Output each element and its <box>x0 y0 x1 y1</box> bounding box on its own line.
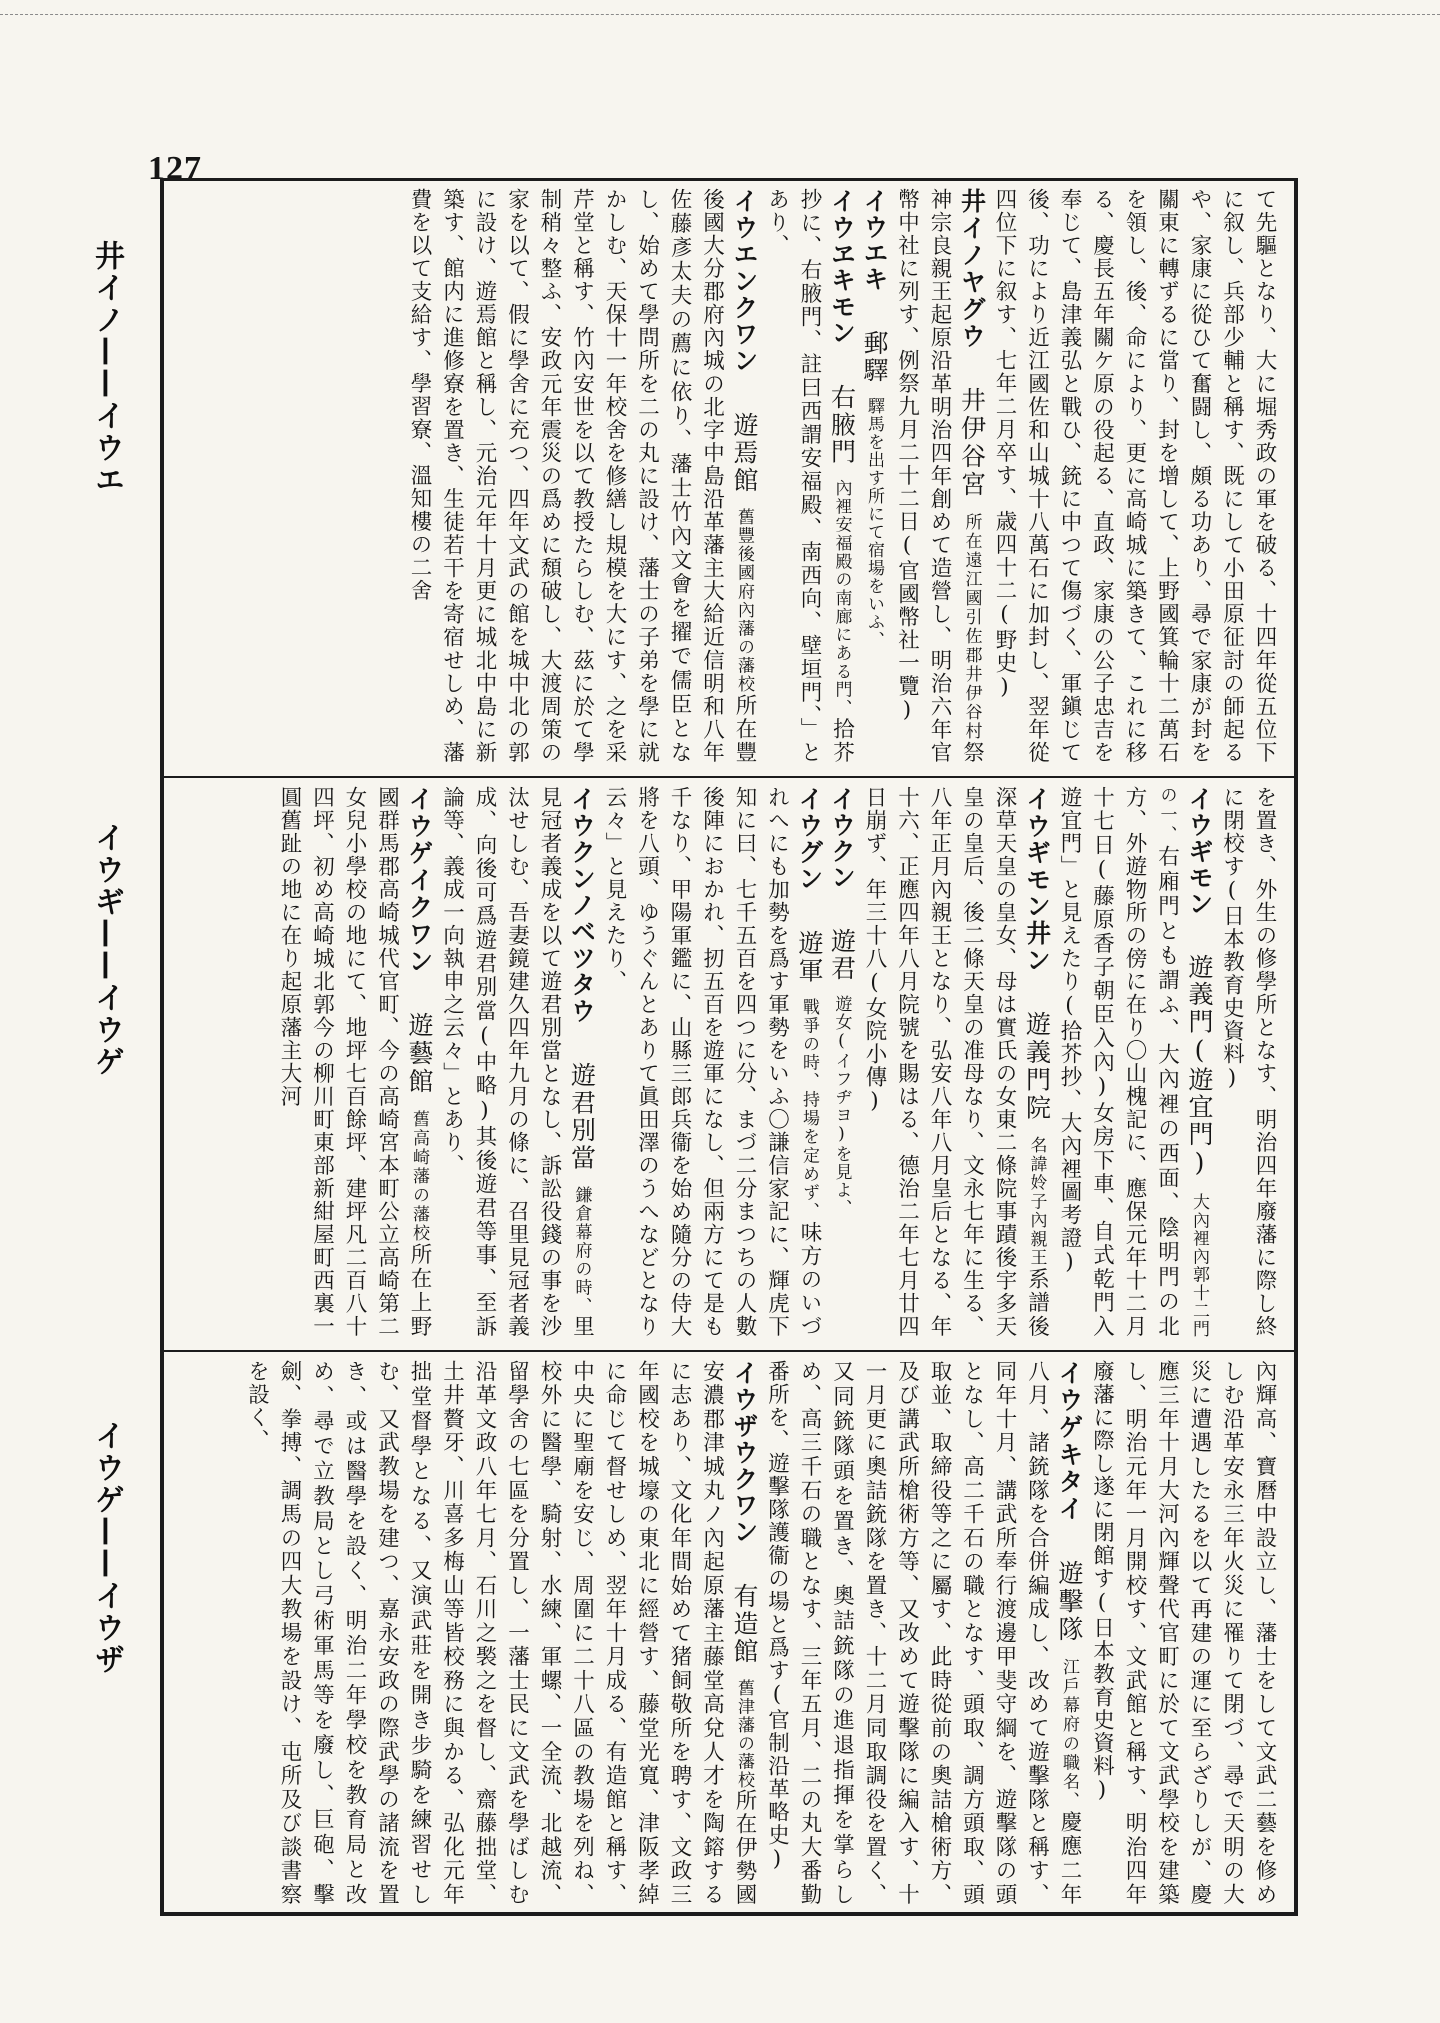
dictionary-entry <box>760 188 858 764</box>
dictionary-entry <box>598 786 826 1338</box>
entry-title: 遊義門院 <box>1022 1011 1052 1123</box>
entry-note: 戰爭の時、持場を定めず、 <box>799 998 819 1221</box>
entry-body: 所在伊勢國安濃郡津城丸ノ內起原藩主藤堂高兌人才を陶鎔するに志あり、文化年間始めて猪飼敬所を聘す、文政三年國校を城壕の東北に經營す、藤堂光寬、津阪孝綽に命じて督せしめ、翌年十月成る、有造館と稱す、中央に聖廟を安じ、周圍に二十八區の教場を列ね、校外に醫學、騎射、水練、軍螺、一全流、北越流、留學舍の七區を分置し、一藩士民に文武を學ばしむ沿革文政八年七月、石川之褧之を督し、齋藤拙堂、土井贅牙、川喜多梅山等皆校務に與かる、弘化元年拙堂督學となる、又演武莊を開き步騎を練習せしむ、又武教場を建つ、嘉永安政の際武學の諸流を置き、或は醫學を設く、明治二年學校を教育局と改め、尋で立教局とし弓術軍馬等を廢し、巨砲、擊劍、拳搏、調馬の四大教場を設け、屯所及び談書察を設く、 <box>244 1360 757 1906</box>
entry-headword: イウゲイクワン <box>405 786 434 975</box>
entry-note: 大內裡內郭十二門の一、 <box>1156 786 1209 1338</box>
entry-body: 所在上野國群馬郡高崎城代官町、今の高崎宮本町公立高崎第二女兒小學校の地にて、地坪七百餘坪、建坪凡二百八十四坪、初め高崎城北郭今の柳川町東部新紺屋町西裏一圓舊趾の地に在り起原藩主大河 <box>277 786 432 1338</box>
dictionary-entry <box>1090 1360 1278 1906</box>
entry-note: 舊高崎藩の藩校 <box>409 1110 429 1244</box>
entry-title: 遊義門(遊宜門) <box>1185 954 1214 1180</box>
entry-body: 里見冠者義成を以て遊君別當となし、訴訟役錢の事を沙汰せしむ、吾妻鏡建久四年九月の條に、召里見冠者義成、向後可爲遊君別當(中略)其後遊君等事、至訴論等、義成一向執申之云々」とあり、 <box>439 786 595 1338</box>
entry-note: 遊女(イフヂヨ)を見よ、 <box>831 995 852 1218</box>
entry-note: 內裡安福殿の南廊にある門、 <box>831 479 852 718</box>
entry-title: 遊擊隊 <box>1055 1560 1084 1645</box>
dictionary-entry <box>240 1360 760 1906</box>
page-number: 127 <box>148 150 202 187</box>
entry-body: 拾芥抄に、右腋門、註曰西謂安福殿、南西向、壁垣門、」とあり、 <box>764 188 855 764</box>
entry-note: 所在遠江國引佐郡井伊谷村 <box>961 513 982 742</box>
entry-title: 遊焉館 <box>730 411 759 495</box>
entry-headword: イウエキ <box>860 188 889 292</box>
entry-headword: イウグン <box>795 786 824 893</box>
entry-body: 右廂門とも謂ふ、大內裡の西面、陰明門の北方、外遊物所の傍に在り〇山槐記に、應保元年十二月十七日(藤原香子朝臣入內)女房下車、自式乾門入遊宜門」と見えたり(拾芥抄、大內裡圖考證) <box>1057 786 1180 1338</box>
dictionary-entry <box>825 786 858 1338</box>
entry-headword: イウクン <box>827 786 857 890</box>
entry-title: 遊軍 <box>795 929 824 985</box>
running-head-3: イウゲ——イウザ <box>89 1420 124 1676</box>
entry-body: 祭神宗良親王起原沿革明治四年創めて造營し、明治六年官幣中社に列す、例祭九月二十二日(官國幣社一覽) <box>894 188 985 764</box>
entry-note: 名諱姈子內親王 <box>1026 1135 1047 1268</box>
entry-headword: イウギモン井ン <box>1022 786 1052 974</box>
entry-headword: イウエンクワン <box>730 188 759 375</box>
text-band-3 <box>182 1360 1280 1906</box>
entry-body: 系譜後深草天皇の皇女、母は實氏の女東二條院事蹟後宇多天皇の皇后、後二條天皇の准母なり、文永七年に生る、八年正月內親王となり、弘安八年八月皇后となる、年十六、正應四年八月院號を賜はる、德治二年七月廿四日崩ず、年三十八(女院小傳) <box>862 786 1050 1338</box>
entry-note: 驛馬を出す所にて宿場をいふ、 <box>864 397 884 650</box>
dictionary-entry <box>435 786 598 1338</box>
entry-note: 舊津藩の藩校 <box>734 1678 754 1790</box>
dictionary-entry <box>858 786 1053 1338</box>
entry-body: て先驅となり、大に堀秀政の軍を破る、十四年從五位下に叙し、兵部少輔と稱す、既にして小田原征討の師起るや、家康に從ひて奮闘し、頗る功あり、尋で家康が封を關東に轉ずるに當り、封を增して、上野國箕輪十二萬石を領し、後、命により、更に高崎城に築きて、これに移る、慶長五年關ケ原の役起る、直政、家康の公子忠吉を奉じて、島津義弘と戰ひ、銃に中つて傷づく、軍鎭じて後、功により近江國佐和山城十八萬石に加封し、翌年從四位下に叙す、七年二月卒す、歳四十二(野史) <box>992 188 1277 764</box>
dictionary-entry <box>992 188 1277 764</box>
text-band-1 <box>182 188 1280 764</box>
entry-title: 遊君別當 <box>567 1061 597 1172</box>
entry-body: を置き、外生の修學所となす、明治四年廢藩に際し終に閉校す(日本教育史資料) <box>1219 786 1277 1338</box>
band-divider-1 <box>160 776 1298 778</box>
entry-title: 右腋門 <box>827 383 857 466</box>
entry-headword: イウザウクワン <box>730 1360 759 1546</box>
entry-headword: イウギモン <box>1185 786 1214 917</box>
text-band-2 <box>182 786 1280 1338</box>
entry-headword: イウゲキタイ <box>1055 1360 1084 1523</box>
running-head-2: イウギ——イウゲ <box>89 822 124 1078</box>
entry-title: 遊藝館 <box>405 1012 434 1097</box>
dictionary-entry <box>1220 786 1278 1338</box>
entry-body: 慶應二年八月、諸銃隊を合併編成し、改めて遊擊隊と稱す、同年十月、講武所奉行渡邊甲斐守綱を、遊擊隊の頭となし、高二千石の職となす、頭取、調方頭取、頭取並、取締役等之に屬す、此時從前の奧詰槍術方、及び講武所槍術方等、又改めて遊擊隊に編入す、十一月更に奧詰銃隊を置き、十二月同取調役を置く、又同銃隊頭を置き、奧詰銃隊の進退指揮を掌らしめ、高三千石の職となす、三年五月、二の丸大番勤番所を、遊擊隊護衞の場と爲す(官制沿革略史) <box>764 1360 1082 1906</box>
band-divider-2 <box>160 1350 1298 1352</box>
entry-headword: イウヱキモン <box>827 188 857 347</box>
entry-title: 遊君 <box>827 927 857 982</box>
top-dashed-rule <box>0 14 1440 15</box>
entry-headword: 井イノヤグウ <box>957 188 987 350</box>
dictionary-entry <box>760 1360 1085 1906</box>
dictionary-entry <box>858 188 891 764</box>
entry-body: 內輝高、寶曆中設立し、藩士をして文武二藝を修めしむ沿革安永三年火災に罹りて閉づ、尋で天明の大災に遭遇したるを以て再建の運に至らざりしが、慶應三年十月大河內輝聲代官町に於て文武學校を建築し、明治元年一月開校す、文武館と稱す、明治四年廢藩に際し遂に閉館す(日本教育史資料) <box>1089 1360 1277 1906</box>
entry-title: 郵驛 <box>860 329 889 384</box>
dictionary-entry <box>1053 786 1216 1338</box>
entry-headword: イウクンノベツタウ <box>567 786 597 1025</box>
dictionary-entry <box>403 188 761 764</box>
entry-body: 味方のいづれへにも加勢を爲す軍勢をいふ〇謙信家記に、輝虎下知に曰、七千五百を四つに分、まづ二分まつちの人數後陣におかれ、扨五百を遊軍になし、但兩方にて是も千なり、甲陽軍鑑に、山縣三郎兵衞を始め隨分の侍大將を八頭、ゆうぐんとありて眞田澤のうへなどとなり云々」と見えたり、 <box>602 786 822 1338</box>
entry-title: 井伊谷宮 <box>957 387 987 500</box>
dictionary-entry <box>890 188 988 764</box>
entry-body: 所在豐後國大分郡府內城の北字中島沿革藩主大給近信明和八年佐藤彥太夫の薦に依り、藩士竹內文會を擢で儒臣となし、始めて學問所を二の丸に設け、藩士の子弟を學に就かしむ、天保十一年校舍を修繕し規模を大にす、之を采芹堂と稱す、竹內安世を以て教授たらしむ、茲に於て學制稍々整ふ、安政元年震災の爲めに頹破し、大渡周策の家を以て、假に學舍に充つ、四年文武の館を城中北の郭に設け、遊焉館と稱し、元治元年十月更に城北中島に新築す、館内に進修寮を置き、生徒若干を寄宿せしめ、藩費を以て支給す、學習寮、溫知樓の二舍 <box>407 188 757 764</box>
entry-note: 江戶幕府の職名、 <box>1059 1657 1079 1811</box>
running-head-1: 井イノ——イウエ <box>89 240 124 496</box>
dictionary-entry <box>273 786 436 1338</box>
entry-note: 鎌倉幕府の時、 <box>571 1185 592 1316</box>
entry-title: 有造館 <box>730 1582 759 1665</box>
entry-note: 舊豐後國府內藩の藩校 <box>734 507 754 694</box>
